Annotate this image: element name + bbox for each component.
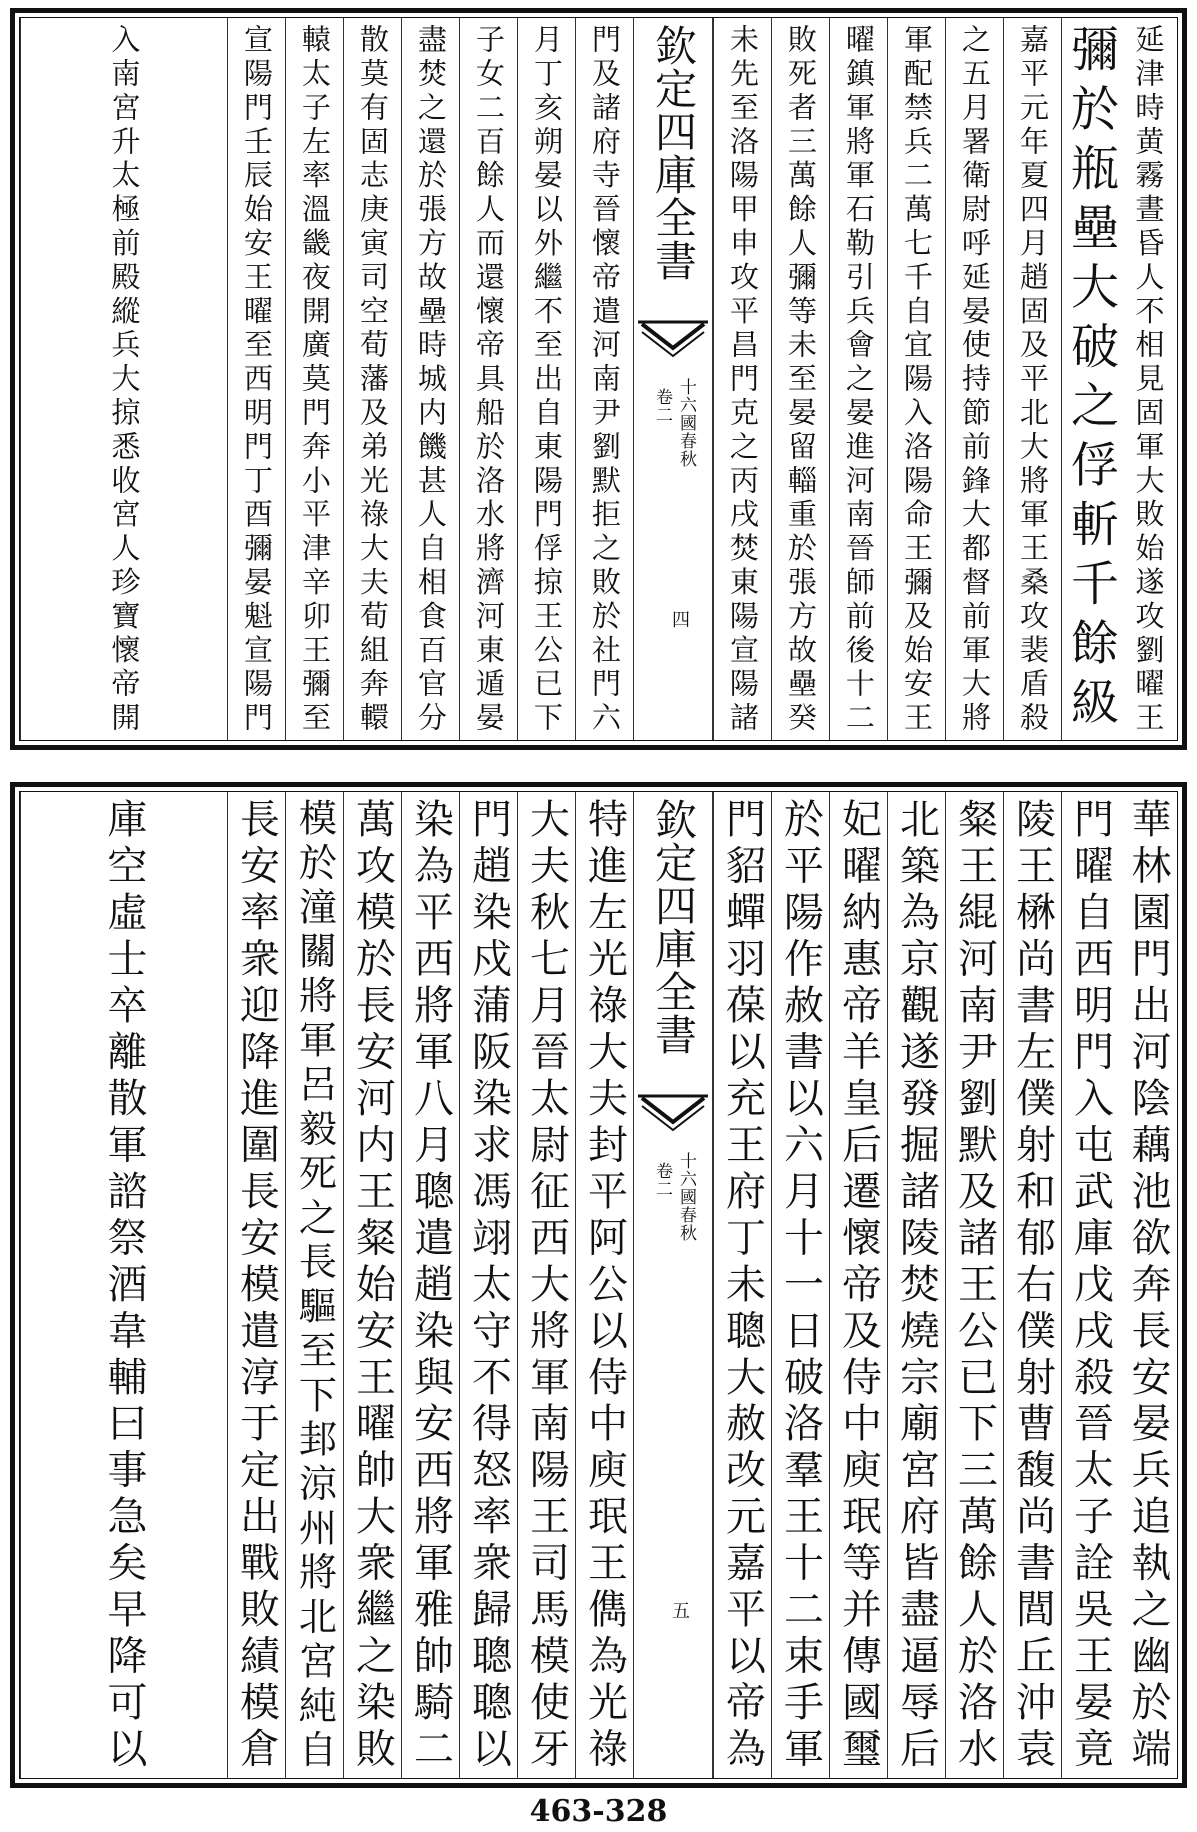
catalog-number: 463-328: [529, 1794, 668, 1829]
bottom-page-column-text: 妃曜納惠帝羊皇后遷懷帝及侍中庾珉等并傳國璽: [835, 798, 882, 1774]
top-page-volume-label: 卷二: [652, 388, 672, 424]
bottom-page-column-text: 染為平西將軍八月聰遣趙染與安西將軍雅帥騎二: [407, 798, 454, 1774]
bottom-page-column-text: 華林園門出河陰藕池欲奔長安晏兵追執之幽於端: [1125, 798, 1171, 1774]
top-page-text-column: [285, 18, 343, 740]
bottom-page-text-column: [713, 792, 771, 1778]
top-page-column-text: 子女二百餘人而還懷帝具船於洛水將濟河東遁晏: [471, 24, 506, 736]
top-page-text-column: [1061, 18, 1119, 740]
top-page-text-column: [227, 18, 285, 740]
top-page-text-column: [459, 18, 517, 740]
bottom-page-column-text: 門曜自西明門入屯武庫戊戌殺晉太子詮吳王晏竟: [1067, 798, 1114, 1774]
bottom-page-column-text: 粲王緄河南尹劉默及諸王公已下三萬餘人於洛水: [951, 798, 998, 1774]
top-page-text-column: [829, 18, 887, 740]
top-page-column-text: 之五月署衛尉呼延晏使持節前鋒大都督前軍大將: [957, 24, 992, 736]
top-page-column-text: 轅太子左率溫畿夜開廣莫門奔小平津辛卯王彌至: [297, 24, 332, 736]
top-page-column-text: 曜鎮軍將軍石勒引兵會之晏進河南晉師前後十二: [841, 24, 876, 736]
bottom-page-column-text: 萬攻模於長安河内王粲始安王曜帥大衆繼之染敗: [349, 798, 396, 1774]
bottom-page-text-column: [575, 792, 633, 1778]
bottom-page-center-fold-column: [633, 792, 713, 1778]
top-page-text-column: [575, 18, 633, 740]
bottom-page-text-column: [517, 792, 575, 1778]
bottom-page-fishtail-mark: [634, 1092, 712, 1152]
top-page-column-text: 敗死者三萬餘人彌等未至晏留輜重於張方故壘癸: [783, 24, 818, 736]
bottom-page-inner-border: [19, 791, 1178, 1779]
bottom-page-column-text: 門趙染戍蒲阪染求馮翊太守不得怒率衆歸聰聰以: [465, 798, 512, 1774]
top-page-book-title: 欽定四庫全書: [649, 24, 698, 282]
bottom-page-text-column: [401, 792, 459, 1778]
top-page-text-column: [713, 18, 771, 740]
bottom-page-text-column: [227, 792, 285, 1778]
bottom-page-column-text: 庫空虛士卒離散軍諮祭酒韋輔曰事急矣早降可以: [101, 798, 147, 1774]
bottom-page-column-text: 特進左光祿大夫封平阿公以侍中庾珉王儁為光祿: [581, 798, 628, 1774]
bottom-page-text-column: [343, 792, 401, 1778]
top-page-column-text: 軍配禁兵二萬七千自宜陽入洛陽命王彌及始安王: [899, 24, 934, 736]
top-page-fishtail-mark: [634, 318, 712, 378]
bottom-page-column-text: 長安率衆迎降進圍長安模遣淳于定出戰敗績模倉: [233, 798, 280, 1774]
bottom-page-volume-label: 卷二: [652, 1162, 672, 1198]
top-page-text-column: [887, 18, 945, 740]
bottom-page-column-text: 門貂蟬羽葆以充王府丁未聰大赦改元嘉平以帝為: [719, 798, 766, 1774]
bottom-page-text-column: [20, 792, 227, 1778]
bottom-page-column-text: 模於潼關將軍呂毅死之長驅至下邽涼州將北宮純自: [292, 798, 337, 1774]
top-page-work-title: 十六國春秋: [676, 378, 696, 468]
bottom-page-text-column: [945, 792, 1003, 1778]
top-page-text-column: [1119, 18, 1177, 740]
top-page-column-text: 散莫有固志庚寅司空荀藩及弟光祿大夫荀組奔轘: [355, 24, 390, 736]
bottom-page-column-text: 大夫秋七月晉太尉征西大將軍南陽王司馬模使牙: [523, 798, 570, 1774]
bottom-page-text-column: [771, 792, 829, 1778]
top-page-inner-border: [19, 17, 1178, 741]
bottom-page-column-text: 於平陽作赦書以六月十一日破洛羣王十二束手軍: [777, 798, 824, 1774]
bottom-page-text-column: [1003, 792, 1061, 1778]
bottom-page-book-title: 欽定四庫全書: [649, 798, 698, 1056]
bottom-page-text-column: [1119, 792, 1177, 1778]
top-page-frame: [10, 8, 1187, 750]
bottom-page-text-column: [829, 792, 887, 1778]
bottom-page-text-column: [1061, 792, 1119, 1778]
top-page-text-column: [20, 18, 227, 740]
bottom-page-page-number: 五: [669, 1601, 690, 1619]
top-page-column-text: 宣陽門壬辰始安王曜至西明門丁酉彌晏魁宣陽門: [239, 24, 274, 736]
top-page-column-text: 嘉平元年夏四月趙固及平北大將軍王桑攻裴盾殺: [1015, 24, 1050, 736]
top-page-text-column: [343, 18, 401, 740]
bottom-page-frame: [10, 782, 1187, 1788]
top-page-column-text: 入南宮升太極前殿縱兵大掠悉收宮人珍寶懷帝開: [107, 24, 141, 736]
bottom-page-work-title: 十六國春秋: [676, 1152, 696, 1242]
bottom-page-text-column: [887, 792, 945, 1778]
top-page-page-number: 四: [669, 610, 690, 628]
top-page-text-column: [945, 18, 1003, 740]
bottom-page-column-text: 北築為京觀遂發掘諸陵焚燒宗廟宮府皆盡逼辱后: [893, 798, 940, 1774]
top-page-column-text: 月丁亥朔晏以外繼不至出自東陽門俘掠王公已下: [529, 24, 564, 736]
bottom-page-column-text: 陵王楙尚書左僕射和郁右僕射曹馥尚書閭丘沖袁: [1009, 798, 1056, 1774]
bottom-page-text-column: [459, 792, 517, 1778]
top-page-text-column: [401, 18, 459, 740]
top-page-text-column: [517, 18, 575, 740]
bottom-page-text-column: [285, 792, 343, 1778]
top-page-column-text: 門及諸府寺晉懷帝遣河南尹劉默拒之敗於社門六: [587, 24, 622, 736]
top-page-text-column: [1003, 18, 1061, 740]
top-page-text-column: [771, 18, 829, 740]
top-page-column-text: 未先至洛陽甲申攻平昌門克之丙戌焚東陽宣陽諸: [725, 24, 760, 736]
top-page-column-text: 盡焚之還於張方故壘時城内饑甚人自相食百官分: [413, 24, 448, 736]
top-page-column-text: 彌於瓶壘大破之俘斬千餘級: [1062, 24, 1119, 736]
top-page-column-text: 延津時黄霧晝昏人不相見固軍大敗始遂攻劉曜王: [1131, 24, 1165, 736]
top-page-center-fold-column: [633, 18, 713, 740]
